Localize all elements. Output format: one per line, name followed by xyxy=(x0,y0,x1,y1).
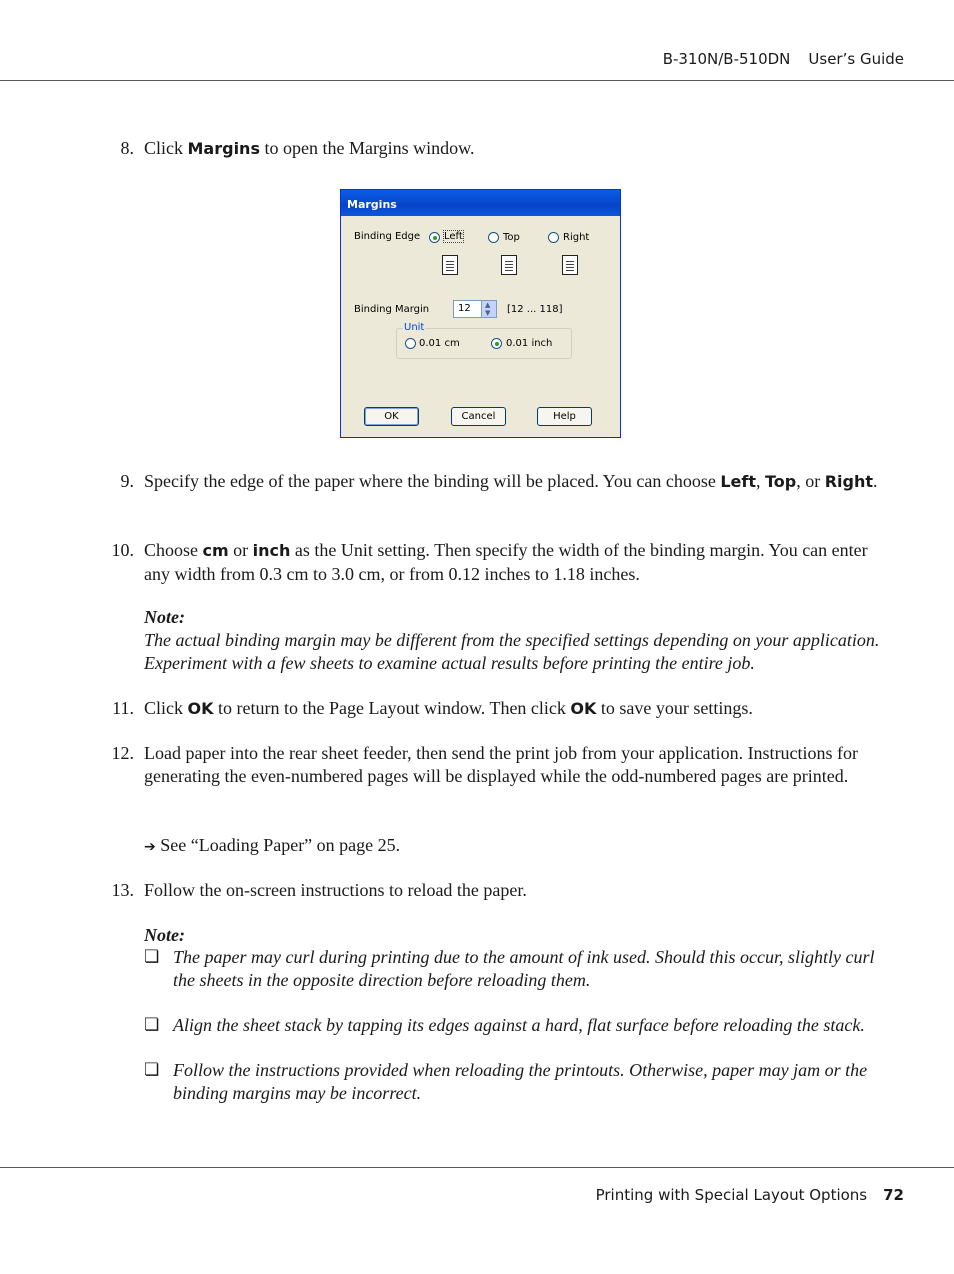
note-title: Note: xyxy=(144,607,185,627)
note-item: Follow the instructions provided when reloading the printouts. Otherwise, paper may jam or the binding margins may be incorrect. xyxy=(173,1060,868,1103)
note-text: The actual binding margin may be different from the specified settings depending on your application. Experiment with a few sheets to examine actual results before printing the entire job. xyxy=(144,630,880,673)
step-number: 9. xyxy=(120,471,134,491)
running-footer xyxy=(596,1186,904,1204)
binding-margin-range: [12 ... 118] xyxy=(507,304,563,315)
unit-group-label: Unit xyxy=(404,322,425,333)
note-item: Align the sheet stack by tapping its edges against a hard, flat surface before reloading the stack. xyxy=(173,1015,865,1035)
unit-inch-radio[interactable] xyxy=(491,338,502,349)
edge-top-label[interactable]: Top xyxy=(503,232,520,243)
header-model: B-310N/B-510DN xyxy=(662,50,791,68)
step-number: 13. xyxy=(111,880,134,900)
checkbox-bullet-icon: ❏ xyxy=(144,1015,160,1035)
spin-up-icon[interactable]: ▲ xyxy=(485,301,491,309)
left-binding-page-icon xyxy=(442,255,458,275)
step-number: 10. xyxy=(111,540,134,560)
step-12-text: Load paper into the rear sheet feeder, then send the print job from your application. Instructions for generating the even-numbered pages will be displayed while the odd-numbered pages are printed. xyxy=(144,743,859,786)
step-11-text: Click OK to return to the Page Layout window. Then click OK to save your settings. xyxy=(144,698,753,718)
running-header xyxy=(663,50,904,68)
step-number: 11. xyxy=(112,698,134,718)
page-number: 72 xyxy=(883,1186,904,1204)
top-binding-page-icon xyxy=(501,255,517,275)
footer-section: Printing with Special Layout Options xyxy=(595,1186,868,1204)
binding-margin-spinner[interactable] xyxy=(453,300,497,318)
edge-top-radio[interactable] xyxy=(488,232,499,243)
right-binding-page-icon xyxy=(562,255,578,275)
step-number: 12. xyxy=(111,743,134,763)
cross-reference[interactable] xyxy=(144,834,884,859)
edge-right-radio[interactable] xyxy=(548,232,559,243)
spinner-arrows[interactable] xyxy=(481,301,496,317)
step-13-text: Follow the on-screen instructions to reload the paper. xyxy=(144,880,527,900)
unit-group xyxy=(396,322,572,359)
header-rule xyxy=(0,80,954,81)
header-guide: User’s Guide xyxy=(808,50,904,68)
edge-right-label[interactable]: Right xyxy=(563,232,590,243)
see-link[interactable]: See “Loading Paper” on page 25. xyxy=(160,835,401,855)
footer-rule xyxy=(0,1167,954,1168)
binding-edge-label: Binding Edge xyxy=(354,231,421,242)
unit-cm-label[interactable]: 0.01 cm xyxy=(419,338,460,349)
cancel-button[interactable]: Cancel xyxy=(451,407,506,426)
binding-margin-label: Binding Margin xyxy=(354,304,430,315)
dialog-title: Margins xyxy=(347,198,397,211)
spin-down-icon[interactable]: ▼ xyxy=(485,309,491,317)
help-button[interactable]: Help xyxy=(537,407,592,426)
edge-left-radio[interactable] xyxy=(429,232,440,243)
note-title: Note: xyxy=(144,925,185,945)
unit-cm-radio[interactable] xyxy=(405,338,416,349)
note-item: The paper may curl during printing due to the amount of ink used. Should this occur, slightly curl the sheets in the opposite direction before reloading them. xyxy=(173,947,875,990)
step-10-text: Choose cm or inch as the Unit setting. Then specify the width of the binding margin. You can enter any width from 0.3 cm to 3.0 cm, or from 0.12 inches to 1.18 inches. xyxy=(144,540,868,584)
checkbox-bullet-icon: ❏ xyxy=(144,947,160,967)
ok-button[interactable]: OK xyxy=(364,407,419,426)
edge-left-label[interactable]: Left xyxy=(444,231,463,242)
margins-dialog xyxy=(340,189,621,438)
binding-margin-value[interactable]: 12 xyxy=(458,303,471,314)
step-8-text: Click Margins to open the Margins window. xyxy=(144,138,475,158)
checkbox-bullet-icon: ❏ xyxy=(144,1060,160,1080)
arrow-icon: ➔ xyxy=(144,839,156,855)
step-number: 8. xyxy=(120,138,134,158)
dialog-titlebar xyxy=(341,190,620,216)
step-9-text: Specify the edge of the paper where the binding will be placed. You can choose Left, Top, or Right. xyxy=(144,471,878,491)
unit-inch-label[interactable]: 0.01 inch xyxy=(506,338,553,349)
